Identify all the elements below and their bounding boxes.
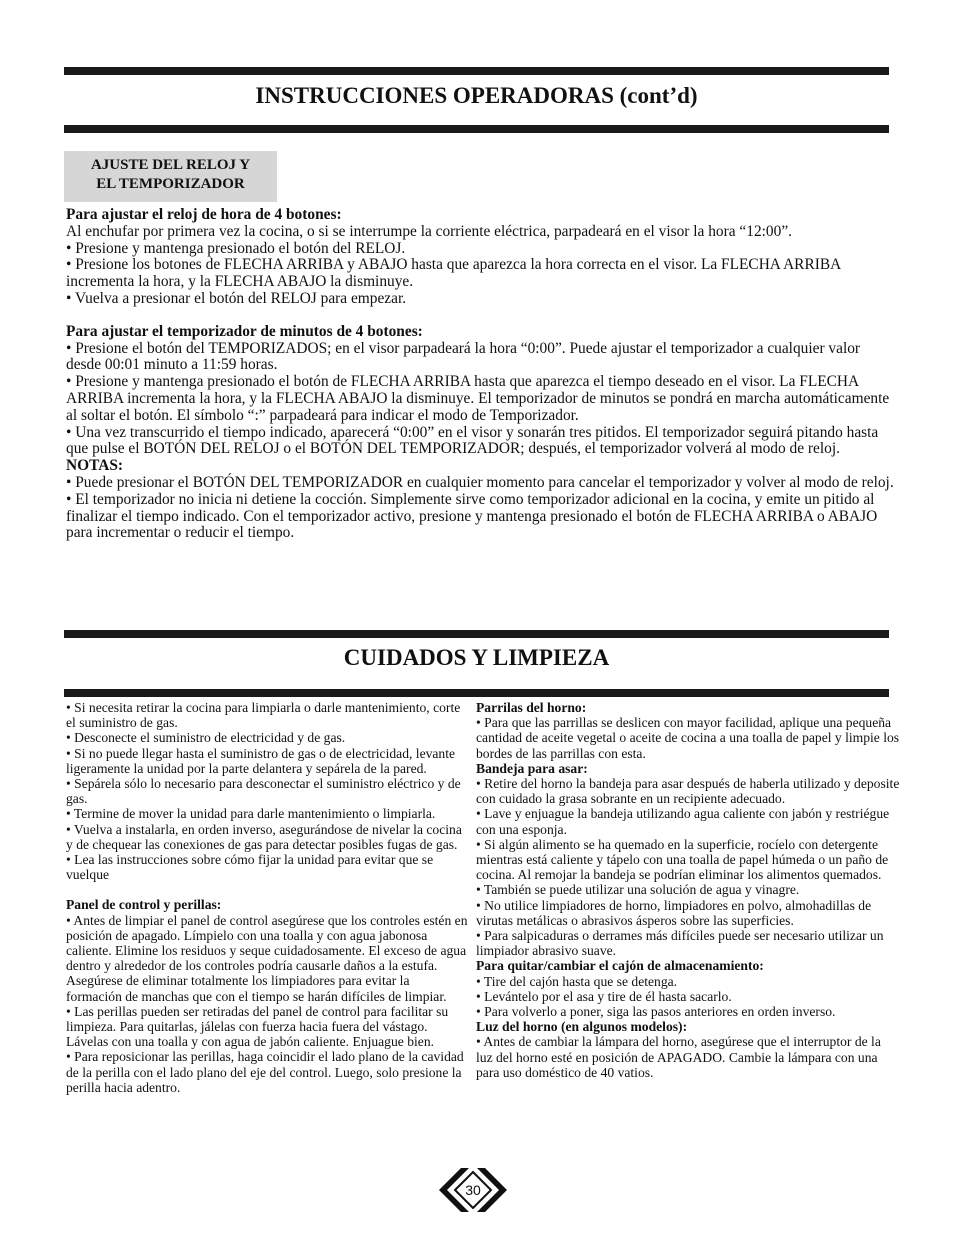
- paragraph: • Si algún alimento se ha quemado en la superficie, rocíelo con detergente mientras está caliente y tápelo con una toalla de papel húmeda o un paño de cocina. Al remojar la bandeja se podrían eliminar los alimentos quemados.: [476, 836, 889, 883]
- paragraph: • Presione el botón del TEMPORIZADOS; en el visor parpadeará la hora “0:00”. Puede ajustar el temporizador a cualquier valor desde 00:01 minuto a 11:59 horas.: [66, 339, 861, 374]
- clock-timer-label: [64, 151, 277, 202]
- paragraph: • También se puede utilizar una solución de agua y vinagre.: [476, 882, 800, 898]
- page-number-badge: [439, 1168, 507, 1212]
- paragraph: • Si no puede llegar hasta el suministro de gas o de electricidad, levante ligeramente la unidad por la parte delantera y sepárela de la pared.: [66, 745, 456, 776]
- paragraph: • Antes de limpiar el panel de control asegúrese que los controles estén en posición de apagado. Límpielo con una toalla y con agua jabonosa caliente. Elimine los residuos y seque cuidadosamente. El exceso de agua dentro y alrededor de los controles podría causarle daños a la estufa. Asegúrese de eliminar totalmente los limpiadores para evitar la formación de manchas que con el tiempo se harán difíciles de limpiar.: [66, 912, 468, 1004]
- paragraph: • Presione y mantenga presionado el botón del RELOJ.: [66, 239, 406, 257]
- section-title-instrucciones: INSTRUCCIONES OPERADORAS (cont’d): [255, 83, 698, 108]
- paragraph: • Para volverlo a poner, siga las pasos anteriores en orden inverso.: [476, 1004, 836, 1020]
- paragraph: • Las perillas pueden ser retiradas del panel de control para facilitar su limpieza. Para quitarlas, jálelas con fuerza hacia fuera del vástago. Lávelas con una toalla y con agua de jabón caliente. Enjuague bien.: [66, 1003, 449, 1050]
- paragraph: • Vuelva a presionar el botón del RELOJ para empezar.: [66, 289, 407, 307]
- paragraph: • Para que las parrillas se deslicen con mayor facilidad, aplique una pequeña cantidad de aceite vegetal o aceite de cocina a una toalla de papel y limpie los bordes de las parrillas con esta.: [476, 715, 900, 761]
- paragraph: • El temporizador no inicia ni detiene la cocción. Simplemente sirve como temporizador adicional en la cocina, y emite un pitido al finalizar el tiempo indicado. Con el temporizador activo, presione y mantenga presionado el botón de FLECHA ARRIBA o ABAJO para incrementar o reducir el tiempo.: [66, 490, 878, 542]
- broiler-heading: Bandeja para asar:: [476, 760, 588, 776]
- paragraph: • Lea las instrucciones sobre cómo fijar la unidad para evitar que se vuelque: [66, 852, 434, 883]
- section1-bottom-rule: [64, 125, 889, 133]
- paragraph: • Desconecte el suministro de electricidad y de gas.: [66, 730, 346, 746]
- paragraph: • Puede presionar el BOTÓN DEL TEMPORIZADOR en cualquier momento para cancelar el temporizador y volver al modo de reloj.: [66, 473, 894, 491]
- paragraph: • Sepárela sólo lo necesario para desconectar el suministro eléctrico y de gas.: [66, 776, 461, 807]
- paragraph: • Para salpicaduras o derrames más difíciles puede ser necesario utilizar un limpiador abrasivo suave.: [476, 928, 884, 959]
- page-number: 30: [465, 1182, 481, 1198]
- paragraph: • Para reposicionar las perillas, haga coincidir el lado plano de la cavidad de la perilla con el lado plano del eje del control. Luego, solo presione la perilla hacia adentro.: [66, 1049, 464, 1095]
- paragraph: • Presione y mantenga presionado el botón de FLECHA ARRIBA hasta que aparezca el tiempo deseado en el visor. La FLECHA ARRIBA incrementa la hora, y la FLECHA ABAJO la disminuye. El temporizador de minutos se pondrá en marcha automáticamente al soltar el botón. El símbolo “:” parpadeará para indicar el modo de Temporizador.: [66, 373, 890, 424]
- drawer-heading: Para quitar/cambiar el cajón de almacenamiento:: [476, 958, 764, 974]
- paragraph: • No utilice limpiadores de horno, limpiadores en polvo, almohadillas de virutas metálicas o abrasivos ásperos sobre las superficies.: [476, 897, 872, 928]
- paragraph: Al enchufar por primera vez la cocina, o si se interrumpe la corriente eléctrica, parpadeará en el visor la hora “12:00”.: [66, 222, 792, 240]
- care-left-column: [66, 700, 468, 1095]
- paragraph: • Si necesita retirar la cocina para limpiarla o darle mantenimiento, corte el suministro de gas.: [66, 700, 461, 731]
- paragraph: • Presione los botones de FLECHA ARRIBA y ABAJO hasta que aparezca la hora correcta en el visor. La FLECHA ARRIBA incrementa la hora, y la FLECHA ABAJO la disminuye.: [66, 256, 841, 291]
- section2-top-rule: [64, 630, 889, 638]
- clock-timer-instructions: [66, 207, 896, 542]
- timer-heading: Para ajustar el temporizador de minutos de 4 botones:: [66, 322, 423, 340]
- label-line-1: AJUSTE DEL RELOJ Y: [90, 157, 251, 173]
- paragraph: • Levántelo por el asa y tire de él hasta sacarlo.: [476, 988, 732, 1004]
- light-heading: Luz del horno (en algunos modelos):: [476, 1019, 688, 1035]
- paragraph: • Tire del cajón hasta que se detenga.: [476, 973, 678, 989]
- paragraph: • Antes de cambiar la lámpara del horno, asegúrese que el interruptor de la luz del horno esté en posición de APAGADO. Cambie la lámpara con una para uso doméstico de 40 vatios.: [476, 1034, 881, 1080]
- page-number-diamond-icon: [439, 1168, 507, 1212]
- racks-heading: Parrilas del horno:: [476, 700, 587, 715]
- paragraph: • Lave y enjuague la bandeja utilizando agua caliente con jabón y restriégue con una esponja.: [476, 806, 890, 837]
- section2-bottom-rule: [64, 689, 889, 697]
- notes-heading: NOTAS:: [66, 457, 124, 475]
- care-right-column: [476, 700, 900, 1080]
- paragraph: • Termine de mover la unidad para darle mantenimiento o limpiarla.: [66, 806, 436, 822]
- paragraph: • Una vez transcurrido el tiempo indicado, aparecerá “0:00” en el visor y sonarán tres pitidos. El temporizador seguirá pitando hasta que pulse el BOTÓN DEL RELOJ o el BOTÓN DEL TEMPORIZADOR; después, el temporizador volverá al modo de reloj.: [66, 423, 879, 458]
- label-line-2: EL TEMPORIZADOR: [96, 176, 245, 192]
- clock-heading: Para ajustar el reloj de hora de 4 botones:: [66, 206, 342, 223]
- section-title-cuidados: CUIDADOS Y LIMPIEZA: [343, 645, 610, 670]
- top-rule: [64, 67, 889, 75]
- panel-heading: Panel de control y perillas:: [66, 897, 222, 913]
- paragraph: • Retire del horno la bandeja para asar después de haberla utilizado y deposite con cuidado la grasa sobrante en un recipiente adecuado.: [476, 776, 900, 807]
- paragraph: • Vuelva a instalarla, en orden inverso, asegurándose de nivelar la cocina y de chequear las conexiones de gas para detectar posibles fugas de gas.: [66, 821, 462, 852]
